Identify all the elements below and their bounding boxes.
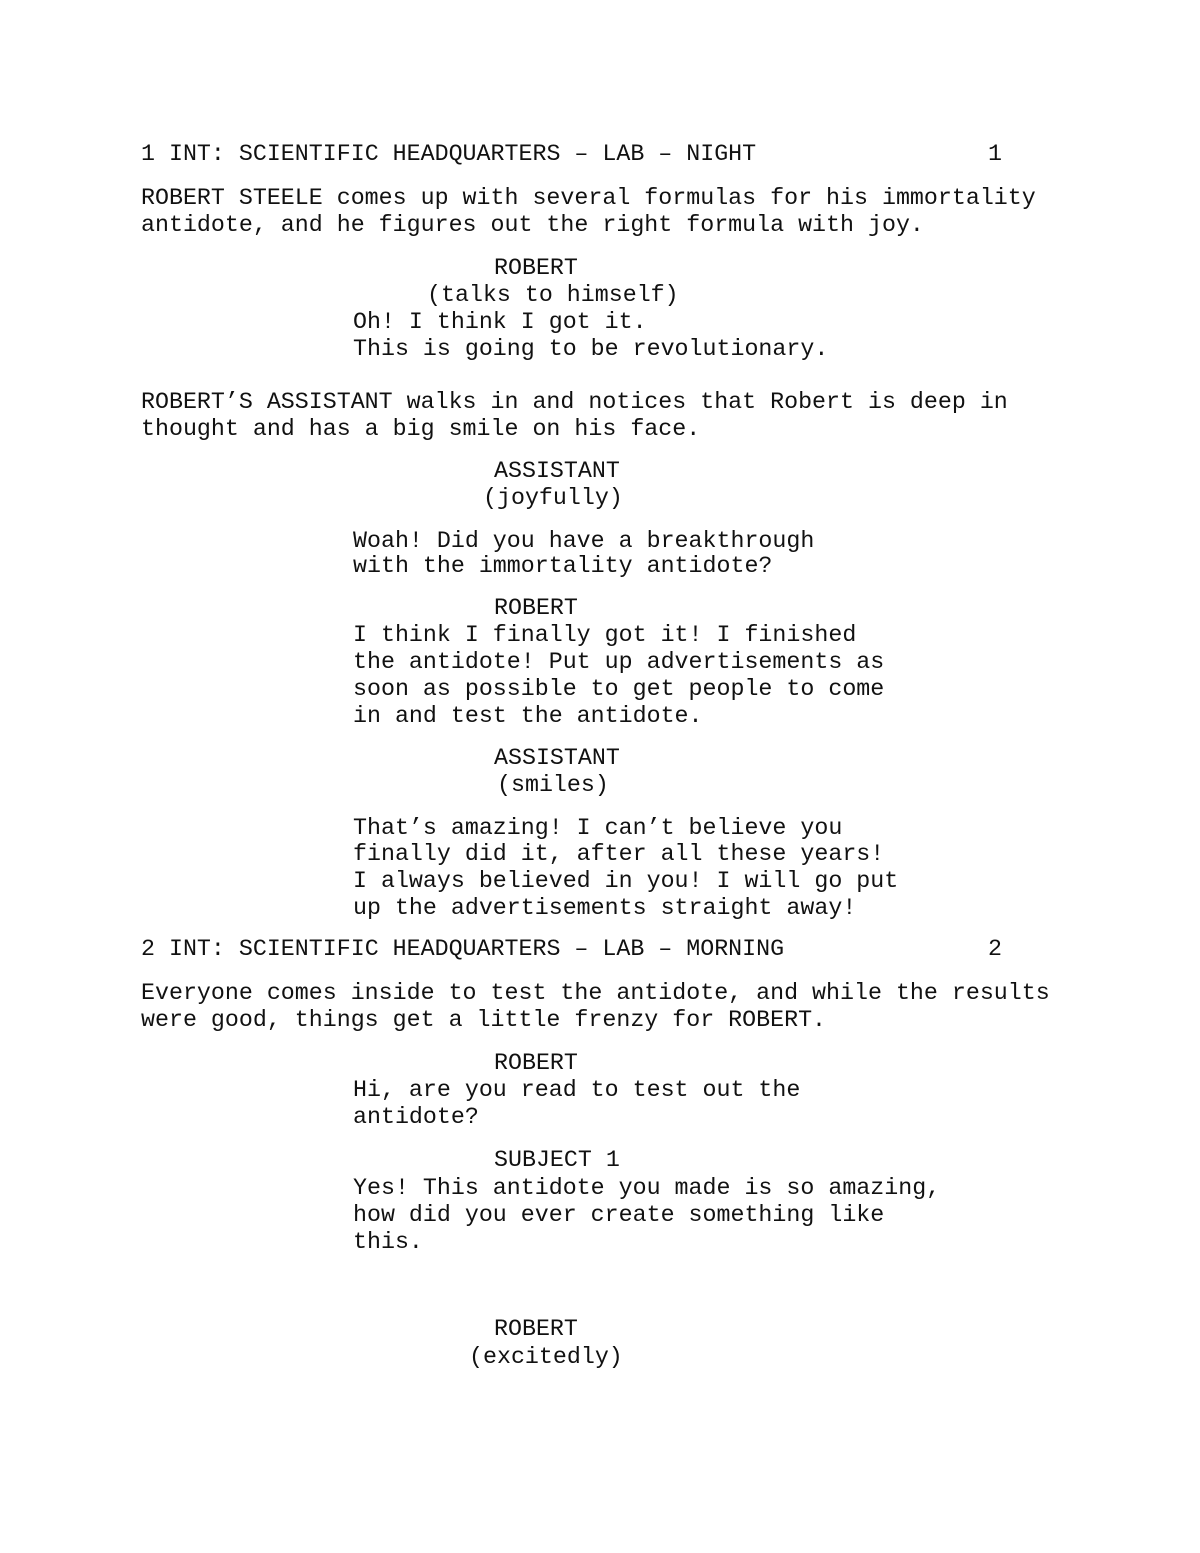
action-line: ROBERT STEELE comes up with several formulas for his immortality (141, 185, 1036, 211)
dialogue-line: Yes! This antidote you made is so amazing, (353, 1175, 941, 1201)
character-name: ROBERT (494, 595, 578, 621)
dialogue-line: antidote? (353, 1104, 479, 1130)
character-name: SUBJECT 1 (494, 1147, 620, 1173)
dialogue-line: Oh! I think I got it. (353, 309, 647, 335)
action-line: ROBERT’S ASSISTANT walks in and notices that Robert is deep in (141, 389, 1008, 415)
scene-heading (141, 936, 784, 963)
action-line: Everyone comes inside to test the antidote, and while the results (141, 980, 1050, 1006)
scene-heading-text: INT: SCIENTIFIC HEADQUARTERS – LAB – NIGHT (168, 141, 757, 167)
dialogue-line: That’s amazing! I can’t believe you (353, 815, 843, 841)
character-name: ASSISTANT (494, 745, 620, 771)
scene-heading (141, 141, 756, 168)
dialogue-line: up the advertisements straight away! (353, 895, 857, 921)
dialogue-line: This is going to be revolutionary. (353, 336, 829, 362)
dialogue-line: I always believed in you! I will go put (353, 868, 899, 894)
character-name: ASSISTANT (494, 458, 620, 484)
dialogue-line: in and test the antidote. (353, 703, 703, 729)
scene-heading-text: INT: SCIENTIFIC HEADQUARTERS – LAB – MORNING (168, 936, 785, 962)
dialogue-line: I think I finally got it! I finished (353, 622, 857, 648)
dialogue-line: Hi, are you read to test out the (353, 1077, 801, 1103)
dialogue-line: with the immortality antidote? (353, 553, 773, 579)
action-line: were good, things get a little frenzy for ROBERT. (141, 1007, 827, 1033)
character-name: ROBERT (494, 255, 578, 281)
dialogue-line: Woah! Did you have a breakthrough (353, 528, 815, 554)
parenthetical: (smiles) (497, 772, 609, 798)
scene-number-right: 2 (988, 936, 1002, 962)
action-line: antidote, and he figures out the right formula with joy. (141, 212, 924, 238)
dialogue-line: soon as possible to get people to come (353, 676, 885, 702)
parenthetical: (talks to himself) (427, 282, 679, 308)
dialogue-line: the antidote! Put up advertisements as (353, 649, 885, 675)
scene-number-left: 1 (141, 141, 155, 167)
parenthetical: (excitedly) (469, 1344, 623, 1370)
character-name: ROBERT (494, 1316, 578, 1342)
scene-number-left: 2 (141, 936, 155, 962)
dialogue-line: this. (353, 1229, 423, 1255)
dialogue-line: how did you ever create something like (353, 1202, 885, 1228)
dialogue-line: finally did it, after all these years! (353, 841, 885, 867)
character-name: ROBERT (494, 1050, 578, 1076)
parenthetical: (joyfully) (483, 485, 623, 511)
action-line: thought and has a big smile on his face. (141, 416, 701, 442)
scene-number-right: 1 (988, 141, 1002, 167)
